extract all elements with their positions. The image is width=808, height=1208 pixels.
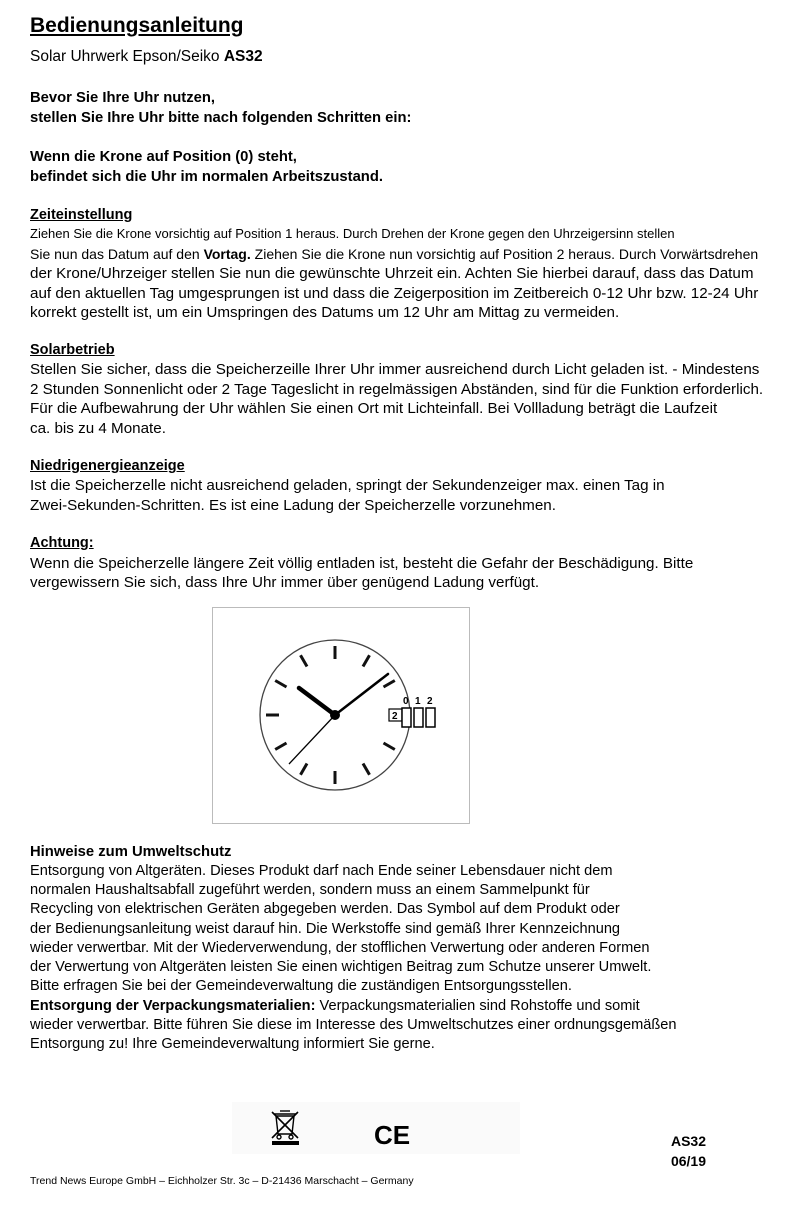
- zeit-line-3: der Krone/Uhrzeiger stellen Sie nun die gewünschte Uhrzeit ein. Achten Sie hierbei darauf, dass das Datum: [30, 265, 754, 282]
- niedrig-line-1: Ist die Speicherzelle nicht ausreichend geladen, springt der Sekundenzeiger max. einen Tag in: [30, 477, 665, 494]
- umwelt-line-2: normalen Haushaltsabfall zugeführt werden, sondern muss an einem Sammelpunkt für: [30, 882, 590, 898]
- page-title: Bedienungsanleitung: [30, 14, 244, 37]
- date-window-number: 2: [392, 711, 398, 722]
- umwelt-line-4: der Bedienungsanleitung weist darauf hin. Die Werkstoffe sind gemäß Ihrer Kennzeichnung: [30, 921, 621, 937]
- company-address: Trend News Europe GmbH – Eichholzer Str. 3c – D-21436 Marschacht – Germany: [30, 1175, 414, 1187]
- footer-logos-svg: [232, 1102, 520, 1154]
- footer-logos: [232, 1102, 520, 1154]
- umwelt-line-7: Bitte erfragen Sie bei der Gemeindeverwaltung die zuständigen Entsorgungsstellen.: [30, 978, 572, 994]
- umwelt-line-6: der Verwertung von Altgeräten leisten Sie einen wichtigen Beitrag zum Schutze unserer Umwelt.: [30, 959, 652, 975]
- zeit-line-5: korrekt gestellt ist, um ein Umspringen des Datums um 12 Uhr am Mittag zu vermeiden.: [30, 304, 620, 321]
- zeit-line-2-pre: Sie nun das Datum auf den: [30, 246, 204, 262]
- subtitle-model: AS32: [223, 48, 263, 65]
- zeit-line-2-bold: Vortag.: [203, 246, 251, 262]
- weee-bin-icon: [272, 1111, 299, 1145]
- solar-line-1: Stellen Sie sicher, dass die Speicherzeille Ihrer Uhr immer ausreichend durch Licht geladen ist. - Mindestens: [30, 361, 760, 378]
- crown-label-0: 0: [403, 696, 409, 707]
- heading-achtung: Achtung:: [30, 535, 94, 551]
- heading-niedrigenergie: Niedrigenergieanzeige: [30, 458, 185, 474]
- intro-line-4: befindet sich die Uhr im normalen Arbeitszustand.: [30, 169, 383, 185]
- solar-line-3: Für die Aufbewahrung der Uhr wählen Sie einen Ort mit Lichteinfall. Bei Vollladung beträgt die Laufzeit: [30, 400, 718, 417]
- intro-line-1: Bevor Sie Ihre Uhr nutzen,: [30, 90, 215, 106]
- zeit-line-2-post: Ziehen Sie die Krone nun vorsichtig auf Position 2 heraus. Durch Vorwärtsdrehen: [250, 246, 759, 262]
- zeit-line-1: Ziehen Sie die Krone vorsichtig auf Position 1 heraus. Durch Drehen der Krone gegen den Uhrzeigersinn stellen: [30, 226, 675, 241]
- heading-solarbetrieb: Solarbetrieb: [30, 342, 115, 358]
- niedrig-line-2: Zwei-Sekunden-Schritten. Es ist eine Ladung der Speicherzelle vorzunehmen.: [30, 497, 556, 514]
- hand-hub: [330, 710, 340, 720]
- crown-position-0-box: [402, 708, 411, 727]
- achtung-line-1: Wenn die Speicherzelle längere Zeit völlig entladen ist, besteht die Gefahr der Beschädigung. Bitte: [30, 555, 694, 572]
- umwelt-line-5: wieder verwertbar. Mit der Wiederverwendung, der stofflichen Verwertung oder anderen Formen: [30, 940, 650, 956]
- umwelt-line-8-bold: Entsorgung der Verpackungsmaterialien:: [30, 998, 316, 1014]
- crown-label-1: 1: [415, 696, 421, 707]
- umwelt-line-8-post: Verpackungsmaterialien sind Rohstoffe und somit: [315, 998, 640, 1014]
- solar-line-2: 2 Stunden Sonnenlicht oder 2 Tage Tageslicht in regelmässigen Abständen, sind für die Funktion erforderlich.: [30, 381, 764, 398]
- umwelt-line-8: [30, 997, 640, 1016]
- umwelt-line-10: Entsorgung zu! Ihre Gemeindeverwaltung informiert Sie gerne.: [30, 1036, 435, 1052]
- ce-mark: CE: [374, 1120, 411, 1150]
- heading-zeiteinstellung: Zeiteinstellung: [30, 207, 133, 223]
- umwelt-line-3: Recycling von elektrischen Geräten abgegeben werden. Das Symbol auf dem Produkt oder: [30, 901, 620, 917]
- zeit-line-2: [30, 246, 758, 262]
- model-code: AS32: [670, 1133, 706, 1149]
- subtitle-text: Solar Uhrwerk Epson/Seiko: [30, 48, 224, 65]
- zeit-line-4: auf den aktuellen Tag umgesprungen ist und dass die Zeigerposition im Zeitbereich 0-12 Uhr bzw. 12-24 Uhr: [30, 285, 759, 302]
- intro-line-3: Wenn die Krone auf Position (0) steht,: [30, 149, 297, 165]
- umwelt-line-9: wieder verwertbar. Bitte führen Sie diese im Interesse des Umweltschutzes einer ordnungsgemäßen: [30, 1017, 677, 1033]
- version-code: 06/19: [670, 1153, 706, 1169]
- watch-diagram-svg: [213, 608, 469, 823]
- subtitle: [30, 48, 263, 66]
- heading-umwelt: Hinweise zum Umweltschutz: [30, 844, 232, 860]
- umwelt-line-1: Entsorgung von Altgeräten. Dieses Produkt darf nach Ende seiner Lebensdauer nicht dem: [30, 863, 613, 879]
- intro-line-2: stellen Sie Ihre Uhr bitte nach folgenden Schritten ein:: [30, 110, 412, 126]
- watch-diagram: [212, 607, 470, 824]
- solar-line-4: ca. bis zu 4 Monate.: [30, 420, 166, 437]
- crown-label-2: 2: [427, 696, 433, 707]
- crown-position-1-box: [414, 708, 423, 727]
- achtung-line-2: vergewissern Sie sich, dass Ihre Uhr immer über genügend Ladung verfügt.: [30, 574, 540, 591]
- crown-position-2-box: [426, 708, 435, 727]
